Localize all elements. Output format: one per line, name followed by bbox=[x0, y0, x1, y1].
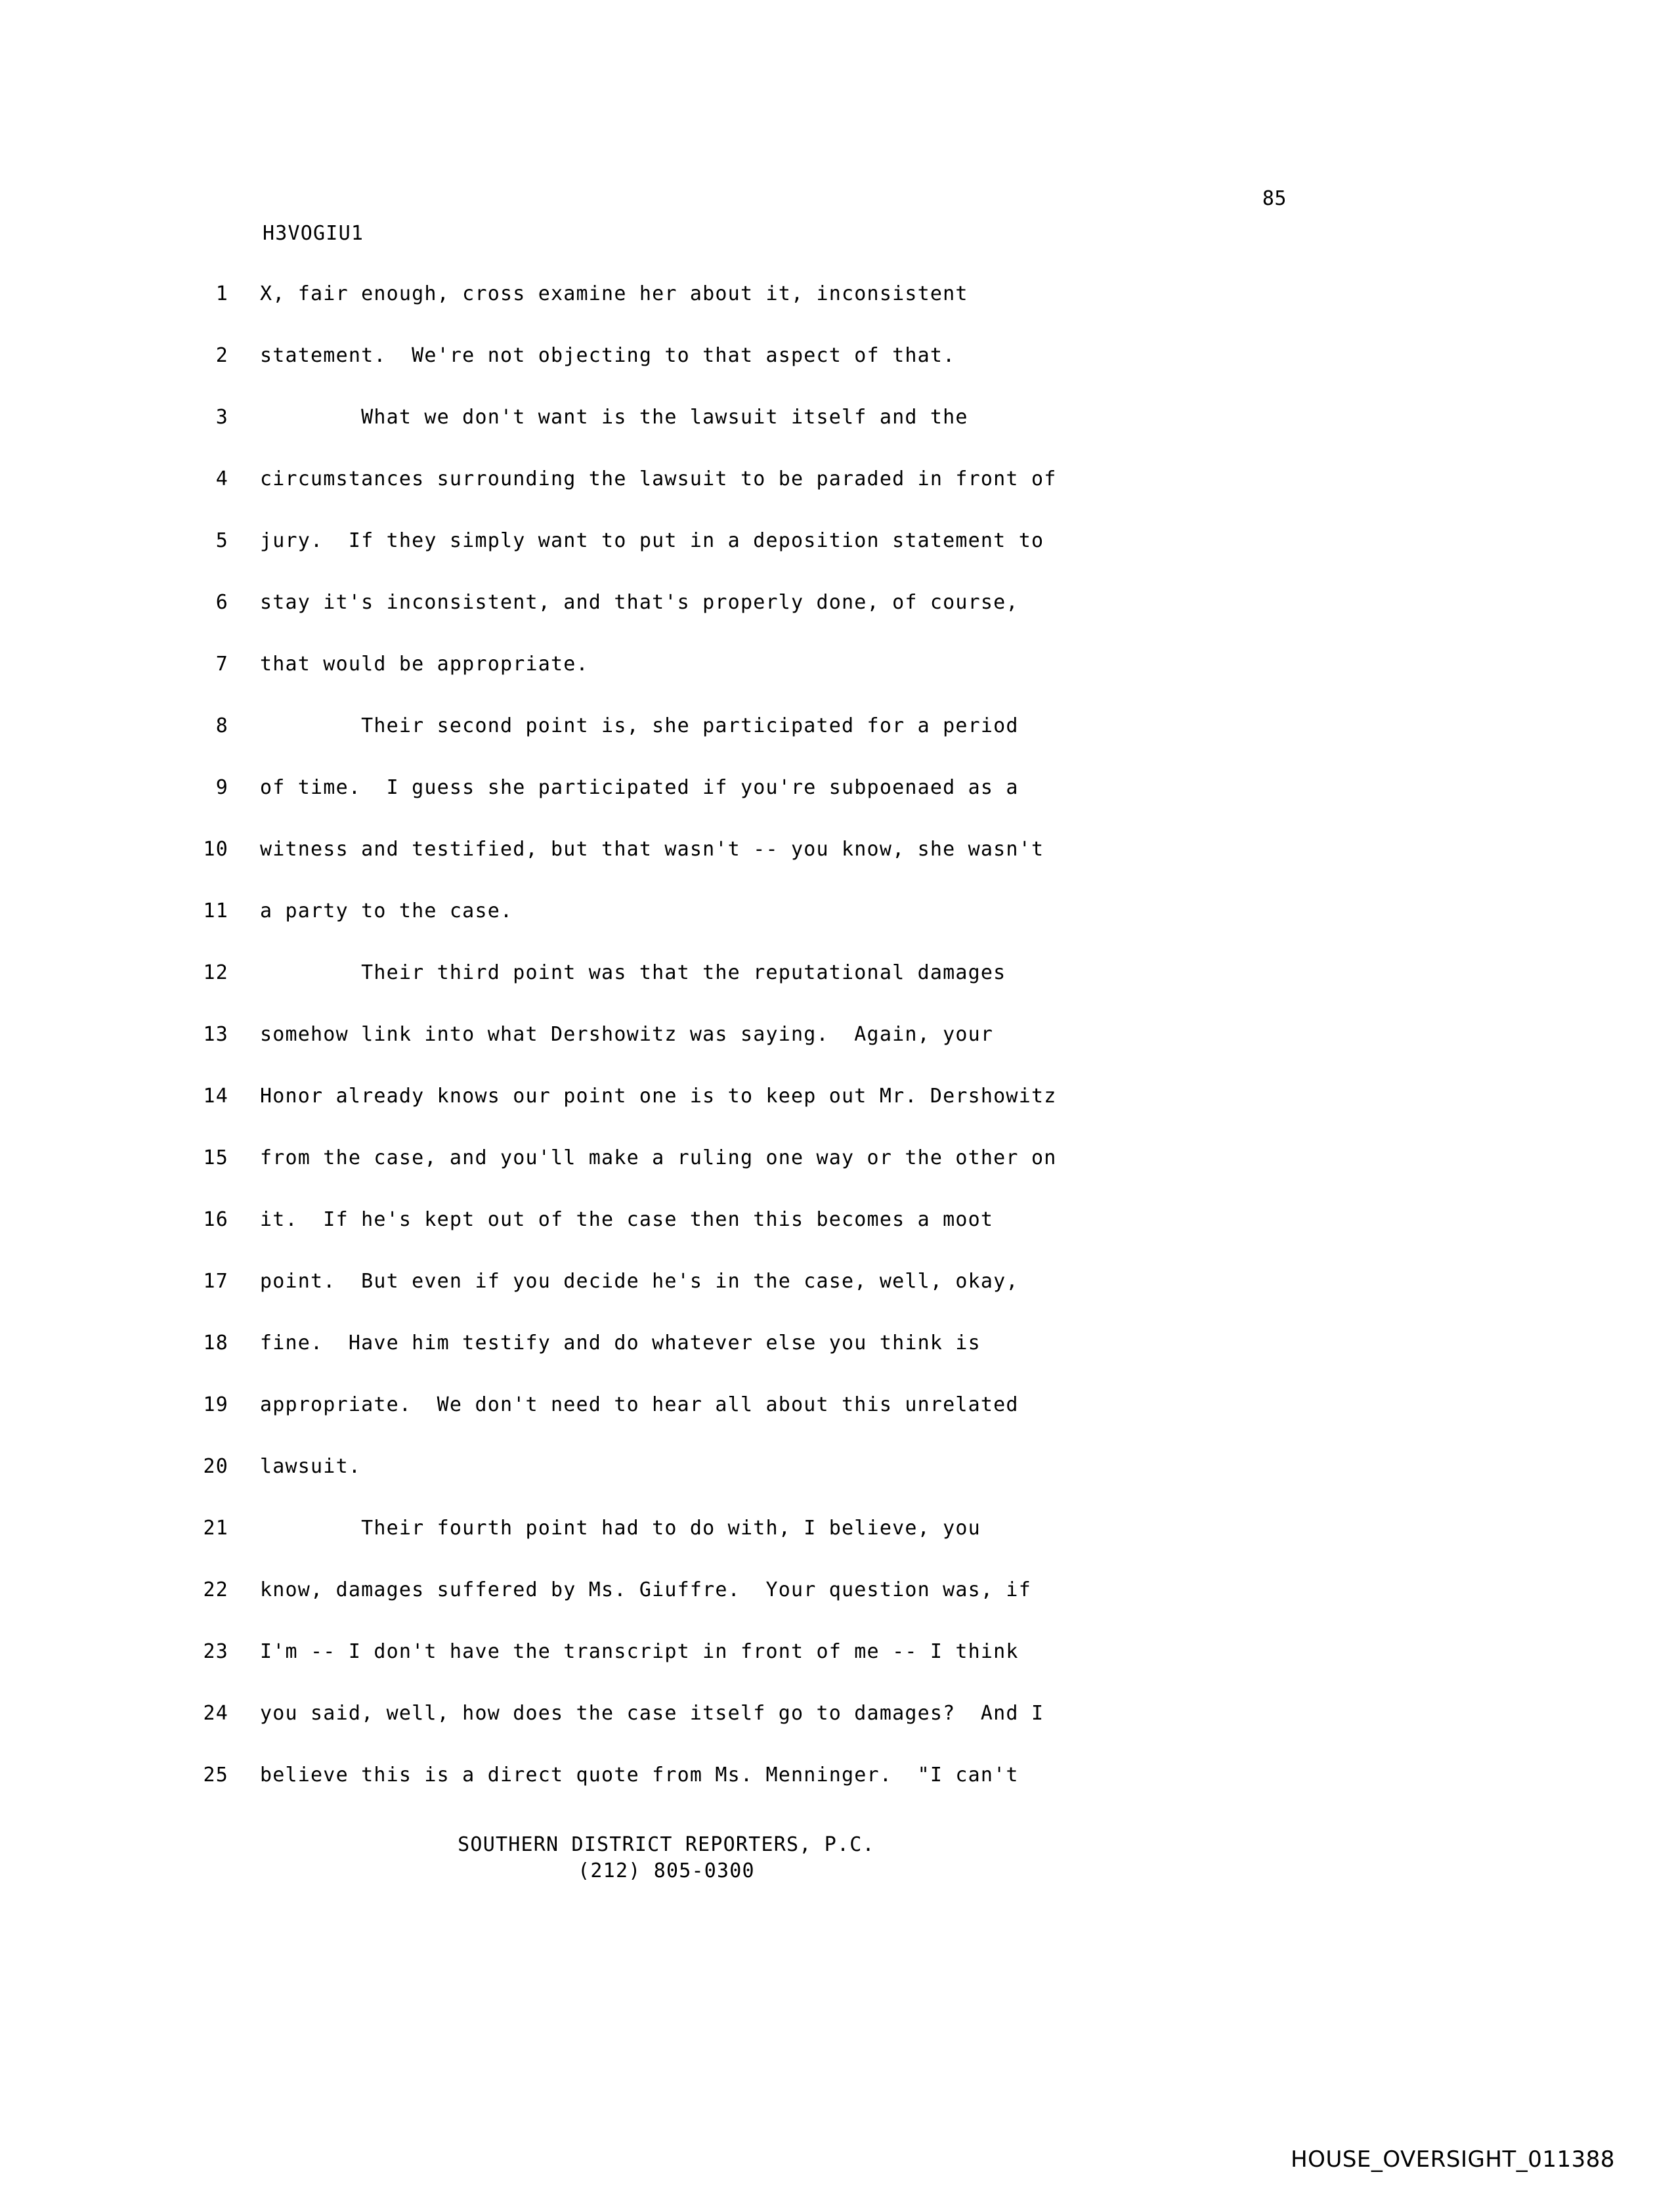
line-text: Their fourth point had to do with, I believe, you bbox=[260, 1517, 981, 1540]
line-text: of time. I guess she participated if you're subpoenaed as a bbox=[260, 776, 1019, 799]
transcript-line bbox=[177, 1455, 1490, 1517]
transcript-line bbox=[177, 838, 1490, 900]
line-number: 10 bbox=[203, 838, 228, 861]
line-text: Their third point was that the reputational damages bbox=[260, 961, 1006, 984]
line-number: 9 bbox=[215, 776, 228, 799]
line-text: believe this is a direct quote from Ms. Menninger. "I can't bbox=[260, 1764, 1019, 1787]
line-text: that would be appropriate. bbox=[260, 653, 589, 676]
line-text: point. But even if you decide he's in the case, well, okay, bbox=[260, 1270, 1019, 1293]
line-number: 17 bbox=[203, 1270, 228, 1293]
line-number: 21 bbox=[203, 1517, 228, 1540]
transcript-line bbox=[177, 529, 1490, 591]
transcript-line bbox=[177, 1517, 1490, 1578]
line-number: 3 bbox=[215, 406, 228, 429]
transcript-line bbox=[177, 776, 1490, 838]
transcript-line bbox=[177, 1146, 1490, 1208]
transcript-line bbox=[177, 1085, 1490, 1146]
line-number: 5 bbox=[215, 529, 228, 552]
transcript-line bbox=[177, 961, 1490, 1023]
line-number: 24 bbox=[203, 1702, 228, 1725]
line-number: 19 bbox=[203, 1393, 228, 1416]
line-number: 15 bbox=[203, 1146, 228, 1169]
transcript-line bbox=[177, 1270, 1490, 1332]
transcript-line bbox=[177, 714, 1490, 776]
transcript-line bbox=[177, 344, 1490, 406]
line-number: 14 bbox=[203, 1085, 228, 1108]
page-footer bbox=[0, 1832, 1333, 1884]
line-number: 13 bbox=[203, 1023, 228, 1046]
line-number: 20 bbox=[203, 1455, 228, 1478]
transcript-line bbox=[177, 1023, 1490, 1085]
transcript-line bbox=[177, 1393, 1490, 1455]
line-text: Honor already knows our point one is to keep out Mr. Dershowitz bbox=[260, 1085, 1057, 1108]
line-number: 2 bbox=[215, 344, 228, 367]
line-text: witness and testified, but that wasn't -- you know, she wasn't bbox=[260, 838, 1044, 861]
transcript-body bbox=[177, 282, 1490, 1825]
transcript-line bbox=[177, 900, 1490, 961]
line-text: lawsuit. bbox=[260, 1455, 362, 1478]
transcript-line bbox=[177, 591, 1490, 653]
bates-stamp: HOUSE_OVERSIGHT_011388 bbox=[1291, 2146, 1615, 2173]
transcript-line bbox=[177, 1640, 1490, 1702]
line-number: 11 bbox=[203, 900, 228, 922]
reporter-name: SOUTHERN DISTRICT REPORTERS, P.C. bbox=[458, 1833, 875, 1856]
transcript-line bbox=[177, 406, 1490, 467]
line-text: statement. We're not objecting to that aspect of that. bbox=[260, 344, 956, 367]
line-text: from the case, and you'll make a ruling one way or the other on bbox=[260, 1146, 1057, 1169]
line-number: 16 bbox=[203, 1208, 228, 1231]
transcript-line bbox=[177, 1578, 1490, 1640]
line-text: know, damages suffered by Ms. Giuffre. Your question was, if bbox=[260, 1578, 1031, 1601]
line-number: 12 bbox=[203, 961, 228, 984]
line-text: circumstances surrounding the lawsuit to be paraded in front of bbox=[260, 467, 1057, 490]
line-text: somehow link into what Dershowitz was saying. Again, your bbox=[260, 1023, 994, 1046]
transcript-line bbox=[177, 653, 1490, 714]
line-text: appropriate. We don't need to hear all about this unrelated bbox=[260, 1393, 1019, 1416]
transcript-line bbox=[177, 467, 1490, 529]
line-number: 23 bbox=[203, 1640, 228, 1663]
transcript-line bbox=[177, 1764, 1490, 1825]
transcript-line bbox=[177, 1702, 1490, 1764]
line-text: a party to the case. bbox=[260, 900, 513, 922]
line-number: 1 bbox=[215, 282, 228, 305]
transcript-line bbox=[177, 1332, 1490, 1393]
line-text: jury. If they simply want to put in a deposition statement to bbox=[260, 529, 1044, 552]
line-number: 6 bbox=[215, 591, 228, 614]
line-number: 22 bbox=[203, 1578, 228, 1601]
line-text: What we don't want is the lawsuit itself and the bbox=[260, 406, 968, 429]
line-number: 18 bbox=[203, 1332, 228, 1355]
line-text: stay it's inconsistent, and that's properly done, of course, bbox=[260, 591, 1019, 614]
document-code: H3VOGIU1 bbox=[263, 222, 364, 245]
reporter-phone: (212) 805-0300 bbox=[578, 1859, 755, 1882]
line-text: you said, well, how does the case itself go to damages? And I bbox=[260, 1702, 1044, 1725]
line-text: Their second point is, she participated for a period bbox=[260, 714, 1019, 737]
line-number: 8 bbox=[215, 714, 228, 737]
line-text: it. If he's kept out of the case then this becomes a moot bbox=[260, 1208, 994, 1231]
line-number: 4 bbox=[215, 467, 228, 490]
line-text: fine. Have him testify and do whatever else you think is bbox=[260, 1332, 981, 1355]
page-number: 85 bbox=[1262, 187, 1287, 210]
line-number: 25 bbox=[203, 1764, 228, 1787]
transcript-line bbox=[177, 1208, 1490, 1270]
line-text: I'm -- I don't have the transcript in front of me -- I think bbox=[260, 1640, 1019, 1663]
line-text: X, fair enough, cross examine her about it, inconsistent bbox=[260, 282, 968, 305]
line-number: 7 bbox=[215, 653, 228, 676]
transcript-line bbox=[177, 282, 1490, 344]
